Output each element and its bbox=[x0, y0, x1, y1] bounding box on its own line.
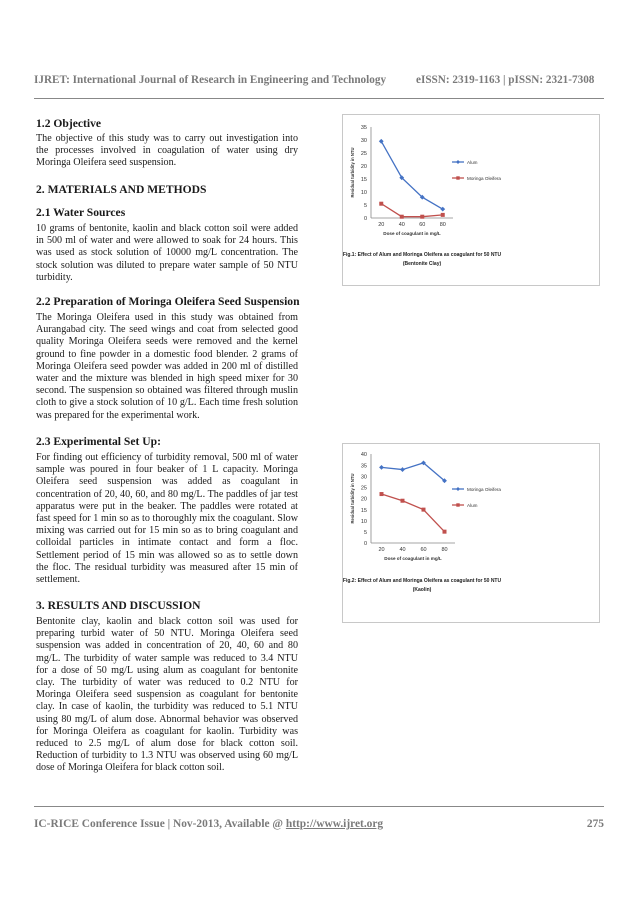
legend-marker bbox=[456, 487, 460, 491]
figure-caption-line-2: (Kaolin) bbox=[412, 587, 432, 593]
x-tick-label: 80 bbox=[441, 547, 448, 553]
legend-label: Alum bbox=[467, 503, 478, 508]
footer-text: IC-RICE Conference Issue | Nov-2013, Available @ bbox=[34, 818, 286, 830]
data-point bbox=[441, 213, 445, 217]
legend-marker bbox=[456, 176, 459, 179]
x-tick-label: 80 bbox=[439, 222, 446, 228]
series-line bbox=[382, 463, 445, 481]
x-tick-label: 20 bbox=[378, 222, 385, 228]
y-axis-label: Residual turbidity in NTU bbox=[350, 473, 355, 524]
data-point bbox=[379, 202, 383, 206]
data-point bbox=[422, 508, 426, 512]
page-footer bbox=[34, 818, 604, 830]
water-sources-paragraph: 10 grams of bentonite, kaolin and black cotton soil were added in 500 ml of water and were allowed to soak for 24 hours. This was used as stock solution of 10000 mg/L concentration. The stock solution was diluted to prepare water sample of 50 NTU turbidity. bbox=[36, 223, 298, 283]
data-point bbox=[400, 215, 404, 219]
running-header bbox=[34, 74, 604, 86]
footer-link[interactable]: http://www.ijret.org bbox=[285, 818, 384, 830]
y-tick-label: 5 bbox=[363, 203, 367, 210]
water-sources-heading: 2.1 Water Sources bbox=[36, 206, 126, 219]
x-axis-label: Dose of coagulant in mg/L bbox=[384, 556, 442, 561]
data-point bbox=[379, 465, 384, 470]
y-tick-label: 35 bbox=[360, 125, 367, 132]
y-tick-label: 25 bbox=[360, 485, 367, 492]
objective-paragraph: The objective of this study was to carry out investigation into the processes involved in coagulation of water using dry Moringa Oleifera seed suspension. bbox=[36, 133, 298, 169]
x-tick-label: 60 bbox=[419, 222, 426, 228]
legend-marker bbox=[456, 503, 459, 506]
footer-rule bbox=[34, 806, 604, 807]
legend-label: Moringa Oleifera bbox=[467, 487, 501, 492]
setup-heading: 2.3 Experimental Set Up: bbox=[36, 435, 161, 448]
series-line bbox=[381, 141, 443, 209]
y-tick-label: 30 bbox=[360, 474, 367, 481]
legend-marker bbox=[456, 160, 460, 164]
figure-caption-line-1: Fig.1: Effect of Alum and Moringa Oleifera as coagulant for 50 NTU bbox=[343, 252, 502, 258]
header-rule bbox=[34, 98, 604, 99]
figure-caption-line-2: (Bentonite Clay) bbox=[402, 261, 442, 267]
y-tick-label: 35 bbox=[360, 463, 367, 470]
y-tick-label: 25 bbox=[360, 151, 367, 158]
y-tick-label: 20 bbox=[360, 496, 367, 503]
data-point bbox=[400, 467, 405, 472]
figure-2 bbox=[342, 443, 600, 623]
y-tick-label: 0 bbox=[363, 541, 367, 548]
legend-label: Alum bbox=[467, 160, 478, 165]
data-point bbox=[380, 492, 384, 496]
y-tick-label: 0 bbox=[363, 216, 367, 223]
y-tick-label: 15 bbox=[360, 507, 367, 514]
issn-info: eISSN: 2319-1163 | pISSN: 2321-7308 bbox=[416, 74, 595, 86]
y-tick-label: 10 bbox=[360, 190, 367, 197]
y-tick-label: 15 bbox=[360, 177, 367, 184]
legend-label: Moringa Oleifera bbox=[467, 176, 501, 181]
page-number: 275 bbox=[586, 818, 604, 830]
y-tick-label: 20 bbox=[360, 164, 367, 171]
data-point bbox=[401, 499, 405, 503]
x-tick-label: 20 bbox=[378, 547, 385, 553]
preparation-paragraph: The Moringa Oleifera used in this study was obtained from Aurangabad city. The seed wings and coat from selected good quality Moringa Oleifera seeds were removed and the kernel ground to fine powder in a domestic food blender. 2 grams of Moringa Oleifera seed powder was added in 200 ml of distilled water and the mixture was blended in high speed mixer for 30 second. The suspension so obtained was filtered through muslin cloth to give a stock solution of 10 g/L. Each time fresh solution was prepared for the experimental work. bbox=[36, 312, 298, 421]
data-point bbox=[443, 530, 447, 534]
x-tick-label: 60 bbox=[420, 547, 427, 553]
x-axis-label: Dose of coagulant in mg/L bbox=[383, 231, 441, 236]
objective-heading: 1.2 Objective bbox=[36, 117, 102, 130]
figure-1-chart bbox=[343, 115, 599, 285]
methods-heading: 2. MATERIALS AND METHODS bbox=[36, 183, 207, 196]
y-tick-label: 40 bbox=[360, 452, 367, 459]
y-tick-label: 30 bbox=[360, 138, 367, 145]
x-tick-label: 40 bbox=[398, 222, 405, 228]
series-line bbox=[381, 204, 443, 217]
results-heading: 3. RESULTS AND DISCUSSION bbox=[36, 599, 201, 612]
figure-caption-line-1: Fig.2: Effect of Alum and Moringa Oleifera as coagulant for 50 NTU bbox=[343, 578, 502, 584]
y-tick-label: 10 bbox=[360, 518, 367, 525]
figure-1 bbox=[342, 114, 600, 286]
journal-title: IJRET: International Journal of Research in Engineering and Technology bbox=[34, 74, 387, 86]
results-paragraph: Bentonite clay, kaolin and black cotton soil was used for preparing turbid water of 50 NTU. Moringa Oleifera seed suspension was added in concentration of 20, 40, 60 and 80 mg/L. The turbidity of water sample was reduced to 3.4 NTU for a dose of 50 mg/L using alum as coagulant for bentonite clay. The turbidity of water was reduced to 0.2 NTU for Moringa Oleifera seed suspension as coagulant for bentonite clay. In case of kaolin, the turbidity was reduced to 5.1 NTU using 80 mg/L of alum dose. Abnormal behavior was observed for Moringa Oleifera as coagulant for kaolin. Turbidity was reduced to 2.5 mg/L of alum dose for black cotton soil. Reduction of turbidity to 1.3 NTU was observed using 60 mg/L dose of Moringa Oleifera for black cotton soil. bbox=[36, 616, 298, 774]
preparation-heading: 2.2 Preparation of Moringa Oleifera Seed Suspension bbox=[36, 295, 300, 308]
y-axis-label: Residual turbidity in NTU bbox=[350, 147, 355, 198]
setup-paragraph: For finding out efficiency of turbidity removal, 500 ml of water sample was poured in four beaker of 1 L capacity. Moringa Oleifera seed suspension was added as coagulant in concentration of 20, 40, 60, and 80 mg/L. The paddles of jar test apparatus were put in the beaker. The paddles were rotated at fast speed for 1 min so as to thoroughly mix the coagulant. Slow mixing was carried out for 15 min so as to bring coagulant and colloidal particles in intimate contact and form a floc. Settlement period of 15 min was allowed so as to settle down the floc. The residual turbidity was measured after 15 min of settlement. bbox=[36, 452, 298, 586]
figure-2-chart bbox=[343, 444, 599, 622]
series-line bbox=[382, 494, 445, 532]
x-tick-label: 40 bbox=[399, 547, 406, 553]
y-tick-label: 5 bbox=[363, 530, 367, 537]
data-point bbox=[420, 215, 424, 219]
